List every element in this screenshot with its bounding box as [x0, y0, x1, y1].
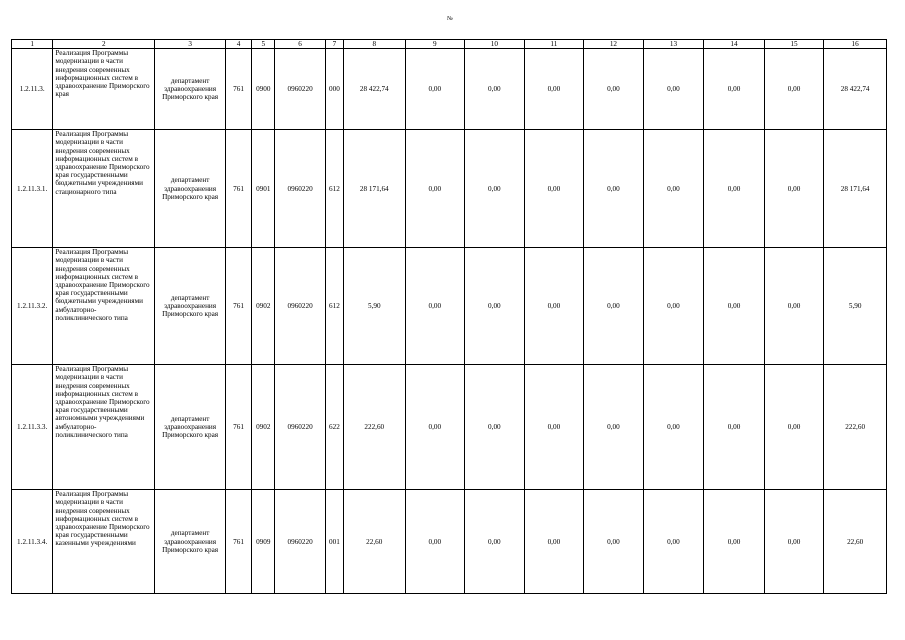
row-value: 0,00: [584, 248, 644, 365]
column-header: 5: [252, 40, 275, 49]
row-description: Реализация Программы модернизации в части внедрения современных информационных систем в здравоохранение Приморского края государственными казенными учреждениями: [53, 490, 155, 594]
row-code: 1.2.11.3.3.: [12, 365, 53, 490]
row-expense-code: 622: [325, 365, 343, 490]
row-total: 22,60: [824, 490, 887, 594]
row-value: 0,00: [524, 49, 584, 130]
row-value: 0,00: [704, 49, 765, 130]
row-expense-code: 612: [325, 130, 343, 248]
column-header: 9: [405, 40, 465, 49]
row-value: 0,00: [584, 49, 644, 130]
row-value: 0,00: [524, 130, 584, 248]
row-value: 0,00: [764, 248, 824, 365]
row-executor: департамент здравоохранения Приморского края: [155, 130, 226, 248]
row-expense-code: 001: [325, 490, 343, 594]
row-total: 222,60: [824, 365, 887, 490]
table-row: [12, 365, 887, 490]
row-total: 28 422,74: [824, 49, 887, 130]
row-value: 0,00: [704, 365, 765, 490]
column-header: 7: [325, 40, 343, 49]
row-description: Реализация Программы модернизации в части внедрения современных информационных систем в здравоохранение Приморского края государственными бюджетными учреждениями амбулаторно-поликлинического типа: [53, 248, 155, 365]
row-executor: департамент здравоохранения Приморского края: [155, 490, 226, 594]
row-value: 0,00: [405, 365, 465, 490]
table-row: [12, 248, 887, 365]
column-header: 16: [824, 40, 887, 49]
row-value: 0,00: [643, 130, 704, 248]
row-value: 0,00: [465, 490, 525, 594]
column-header: 10: [465, 40, 525, 49]
column-header: 12: [584, 40, 644, 49]
row-value: 0,00: [643, 365, 704, 490]
row-value: 28 422,74: [343, 49, 405, 130]
row-target-code: 0960220: [275, 365, 325, 490]
row-value: 0,00: [524, 365, 584, 490]
row-section-code: 0900: [252, 49, 275, 130]
row-value: 0,00: [704, 130, 765, 248]
row-description: Реализация Программы модернизации в части внедрения современных информационных систем в здравоохранение Приморского края государственными автономными учреждениями амбулаторно-поликлинического типа: [53, 365, 155, 490]
row-value: 0,00: [524, 248, 584, 365]
row-value: 0,00: [764, 130, 824, 248]
row-section-code: 0902: [252, 365, 275, 490]
column-header: 2: [53, 40, 155, 49]
row-value: 0,00: [643, 490, 704, 594]
column-header: 4: [225, 40, 251, 49]
row-value: 22,60: [343, 490, 405, 594]
row-value: 0,00: [405, 49, 465, 130]
row-value: 0,00: [465, 365, 525, 490]
row-code: 1.2.11.3.2.: [12, 248, 53, 365]
row-value: 0,00: [405, 130, 465, 248]
table-row: [12, 130, 887, 248]
row-value: 0,00: [704, 490, 765, 594]
row-ministry-code: 761: [225, 130, 251, 248]
column-header: 6: [275, 40, 325, 49]
row-value: 0,00: [465, 130, 525, 248]
row-target-code: 0960220: [275, 248, 325, 365]
row-description: Реализация Программы модернизации в части внедрения современных информационных систем в здравоохранение Приморского края государственными бюджетными учреждениями стационарного типа: [53, 130, 155, 248]
row-ministry-code: 761: [225, 490, 251, 594]
row-target-code: 0960220: [275, 490, 325, 594]
row-target-code: 0960220: [275, 130, 325, 248]
row-executor: департамент здравоохранения Приморского края: [155, 248, 226, 365]
row-section-code: 0901: [252, 130, 275, 248]
row-expense-code: 612: [325, 248, 343, 365]
row-value: 0,00: [643, 248, 704, 365]
row-total: 5,90: [824, 248, 887, 365]
column-header: 3: [155, 40, 226, 49]
row-total: 28 171,64: [824, 130, 887, 248]
budget-table: [11, 39, 887, 594]
row-value: 0,00: [764, 365, 824, 490]
column-header: 13: [643, 40, 704, 49]
row-description: Реализация Программы модернизации в части внедрения современных информационных систем в здравоохранение Приморского края: [53, 49, 155, 130]
row-value: 0,00: [584, 365, 644, 490]
row-value: 0,00: [584, 490, 644, 594]
table-row: [12, 490, 887, 594]
row-value: 0,00: [764, 49, 824, 130]
row-value: 222,60: [343, 365, 405, 490]
row-value: 0,00: [405, 248, 465, 365]
row-executor: департамент здравоохранения Приморского края: [155, 49, 226, 130]
row-value: 28 171,64: [343, 130, 405, 248]
row-value: 0,00: [465, 49, 525, 130]
row-ministry-code: 761: [225, 49, 251, 130]
table-row: [12, 49, 887, 130]
row-ministry-code: 761: [225, 365, 251, 490]
column-header: 8: [343, 40, 405, 49]
row-value: 0,00: [584, 130, 644, 248]
column-header: 15: [764, 40, 824, 49]
row-code: 1.2.11.3.1.: [12, 130, 53, 248]
column-header: 11: [524, 40, 584, 49]
row-executor: департамент здравоохранения Приморского края: [155, 365, 226, 490]
row-code: 1.2.11.3.4.: [12, 490, 53, 594]
row-ministry-code: 761: [225, 248, 251, 365]
row-value: 0,00: [524, 490, 584, 594]
row-target-code: 0960220: [275, 49, 325, 130]
column-header: 14: [704, 40, 765, 49]
row-code: 1.2.11.3.: [12, 49, 53, 130]
row-expense-code: 000: [325, 49, 343, 130]
column-header: 1: [12, 40, 53, 49]
row-value: 0,00: [704, 248, 765, 365]
row-value: 0,00: [405, 490, 465, 594]
row-value: 0,00: [643, 49, 704, 130]
row-value: 0,00: [465, 248, 525, 365]
row-value: 0,00: [764, 490, 824, 594]
row-value: 5,90: [343, 248, 405, 365]
page-number: №: [447, 16, 453, 22]
row-section-code: 0909: [252, 490, 275, 594]
row-section-code: 0902: [252, 248, 275, 365]
header-row: [12, 40, 887, 49]
